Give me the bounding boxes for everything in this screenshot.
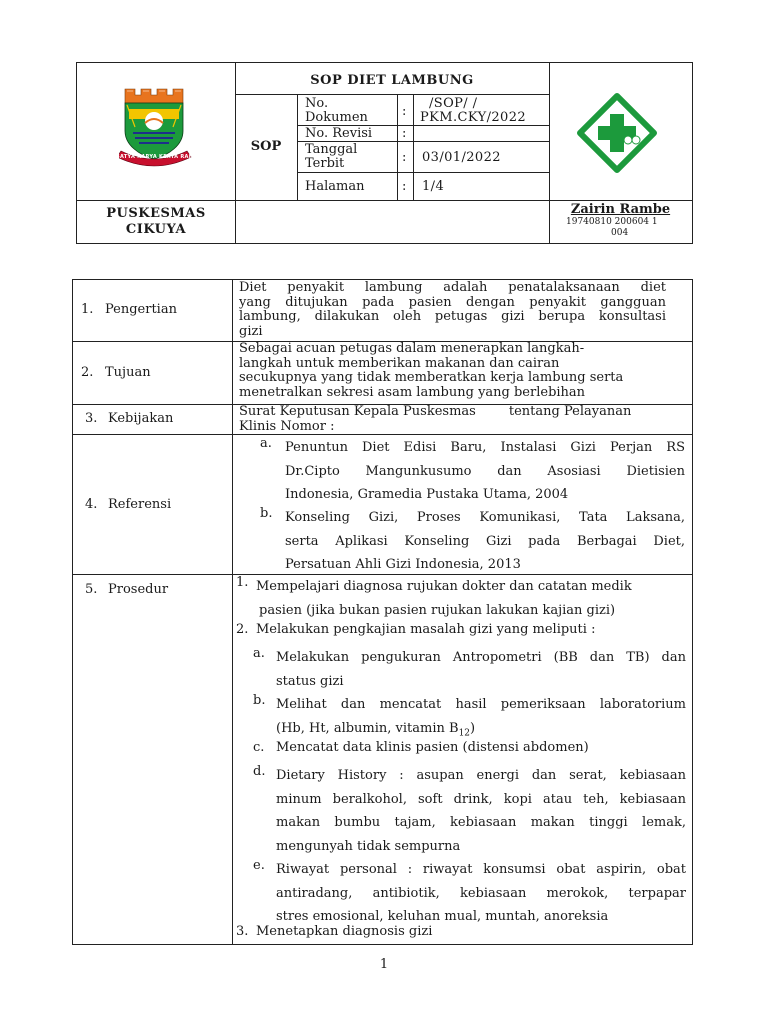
field-colon: : bbox=[402, 150, 407, 165]
row-number: 5. bbox=[85, 582, 98, 597]
step-3-text: Menetapkan diagnosis gizi bbox=[256, 924, 433, 939]
divider bbox=[235, 94, 549, 95]
row-label-prosedur: Prosedur bbox=[108, 582, 169, 597]
text-line: serta Aplikasi Konseling Gizi pada Berbagai Diet, bbox=[285, 533, 685, 549]
row-number: 1. bbox=[81, 302, 94, 317]
divider bbox=[297, 94, 298, 200]
text-line: mengunyah tidak sempurna bbox=[276, 838, 461, 854]
text-line: gizi bbox=[239, 323, 263, 339]
text-line: Dietary History : asupan energi dan serat, kebiasaan bbox=[276, 768, 686, 783]
substep-marker: c. bbox=[253, 740, 265, 755]
divider bbox=[232, 280, 233, 944]
row-number: 2. bbox=[81, 365, 94, 380]
row-number: 4. bbox=[85, 497, 98, 512]
emblem-motto: SATYA KARYA KERTA RAHARJA bbox=[116, 154, 208, 160]
step-marker: 3. bbox=[236, 924, 249, 939]
text-line: Dr.Cipto Mangunkusumo dan Asosiasi Dietisien bbox=[285, 463, 685, 479]
text-line: menetralkan sekresi asam lambung yang berlebihan bbox=[239, 384, 586, 400]
step-2-text: Melakukan pengkajian masalah gizi yang meliputi : bbox=[256, 622, 596, 637]
ref-a-text bbox=[285, 436, 685, 507]
tujuan-text bbox=[239, 342, 649, 400]
subscript: 12 bbox=[458, 728, 471, 739]
text-line: Sebagai acuan petugas dalam menerapkan langkah- bbox=[239, 341, 585, 356]
pengertian-text bbox=[239, 281, 666, 339]
text-line: Melakukan pengukuran Antropometri (BB dan TB) dan bbox=[276, 650, 686, 665]
field-label-doc-number-2: Dokumen bbox=[305, 110, 368, 125]
text-line: Mempelajari diagnosa rujukan dokter dan catatan medik bbox=[256, 579, 632, 594]
substep-d-text bbox=[276, 764, 686, 858]
org-name-line1: PUSKESMAS bbox=[106, 206, 206, 221]
text-line: langkah untuk memberikan makanan dan cairan bbox=[239, 355, 560, 371]
row-label-kebijakan: Kebijakan bbox=[108, 411, 174, 426]
text-line: antiradang, antibiotik, kebiasaan merokok, terpapar bbox=[276, 885, 686, 901]
divider bbox=[397, 94, 398, 200]
kebijakan-text bbox=[239, 404, 682, 434]
text-line: Melihat dan mencatat hasil pemeriksaan laboratorium bbox=[276, 697, 686, 712]
substep-marker: d. bbox=[253, 764, 266, 779]
doc-number-value-1: /SOP/ / bbox=[429, 96, 478, 111]
signer-nip-line1: 19740810 200604 1 bbox=[566, 217, 658, 227]
signer-name: Zairin Rambe bbox=[570, 202, 671, 217]
field-label-page: Halaman bbox=[305, 179, 365, 194]
ref-marker: b. bbox=[260, 506, 273, 521]
substep-a-text bbox=[276, 646, 686, 693]
field-label-revision: No. Revisi bbox=[305, 126, 373, 141]
org-name-line2: CIKUYA bbox=[125, 222, 187, 237]
text-line: pasien (jika bukan pasien rujukan lakukan kajian gizi) bbox=[259, 602, 616, 618]
puskesmas-logo bbox=[577, 93, 657, 173]
text-line: stres emosional, keluhan mual, muntah, anoreksia bbox=[276, 909, 609, 924]
step-marker: 1. bbox=[236, 575, 249, 590]
issue-date-value: 03/01/2022 bbox=[422, 150, 501, 165]
divider bbox=[73, 434, 692, 435]
text-line: Surat Keputusan Kepala Puskesmas tentang Pelayanan bbox=[239, 404, 632, 419]
field-colon: : bbox=[402, 179, 407, 194]
text-line: Indonesia, Gramedia Pustaka Utama, 2004 bbox=[285, 487, 569, 502]
field-label-date-1: Tanggal bbox=[305, 142, 358, 157]
row-number: 3. bbox=[85, 411, 98, 426]
field-colon: : bbox=[402, 104, 407, 119]
document-title: SOP DIET LAMBUNG bbox=[310, 73, 474, 88]
text-line: yang ditujukan pada pasien dengan penyakit gangguan bbox=[239, 294, 666, 310]
text-line: (Hb, Ht, albumin, vitamin B bbox=[276, 720, 459, 736]
substep-c-text: Mencatat data klinis pasien (distensi abdomen) bbox=[276, 740, 589, 755]
row-label-referensi: Referensi bbox=[108, 497, 172, 512]
substep-e-text bbox=[276, 858, 686, 929]
page-number: 1 bbox=[379, 957, 389, 972]
step-1-text bbox=[256, 575, 686, 622]
text-line: Konseling Gizi, Proses Komunikasi, Tata Laksana, bbox=[285, 510, 685, 525]
step-marker: 2. bbox=[236, 622, 249, 637]
doc-number-value-2: PKM.CKY/2022 bbox=[420, 110, 527, 125]
health-cross-icon bbox=[577, 93, 657, 173]
substep-marker: a. bbox=[253, 646, 265, 661]
field-colon: : bbox=[402, 126, 407, 141]
sop-content-table bbox=[72, 279, 693, 945]
page-value: 1/4 bbox=[422, 179, 445, 194]
text-line: status gizi bbox=[276, 673, 344, 689]
text-line: secukupnya yang tidak memberatkan kerja lambung serta bbox=[239, 370, 624, 385]
divider bbox=[297, 172, 549, 173]
text-line: Riwayat personal : riwayat konsumsi obat aspirin, obat bbox=[276, 862, 686, 877]
text-line: Penuntun Diet Edisi Baru, Instalasi Gizi Perjan RS bbox=[285, 440, 685, 455]
field-label-doc-number-1: No. bbox=[305, 96, 329, 111]
ref-marker: a. bbox=[260, 436, 272, 451]
sop-label: SOP bbox=[250, 139, 282, 154]
row-label-pengertian: Pengertian bbox=[105, 302, 177, 317]
ref-b-text bbox=[285, 506, 685, 577]
text-line: Diet penyakit lambung adalah penatalaksanaan diet bbox=[239, 280, 666, 295]
signer-nip-line2: 004 bbox=[611, 228, 629, 238]
field-label-date-2: Terbit bbox=[305, 156, 345, 171]
substep-marker: e. bbox=[253, 858, 265, 873]
substep-b-text bbox=[276, 693, 686, 746]
row-label-tujuan: Tujuan bbox=[105, 365, 151, 380]
text-line: Persatuan Ahli Gizi Indonesia, 2013 bbox=[285, 557, 521, 572]
divider bbox=[77, 200, 692, 201]
substep-marker: b. bbox=[253, 693, 266, 708]
text-line: Klinis Nomor : bbox=[239, 419, 335, 434]
text-line: ) bbox=[470, 720, 476, 736]
text-line: makan bumbu tajam, kebiasaan makan tinggi lemak, bbox=[276, 815, 686, 830]
text-line: minum beralkohol, soft drink, kopi atau teh, kebiasaan bbox=[276, 791, 686, 807]
divider bbox=[413, 94, 414, 200]
sop-header-table bbox=[76, 62, 693, 244]
text-line: lambung, dilakukan oleh petugas gizi berupa konsultasi bbox=[239, 309, 666, 324]
